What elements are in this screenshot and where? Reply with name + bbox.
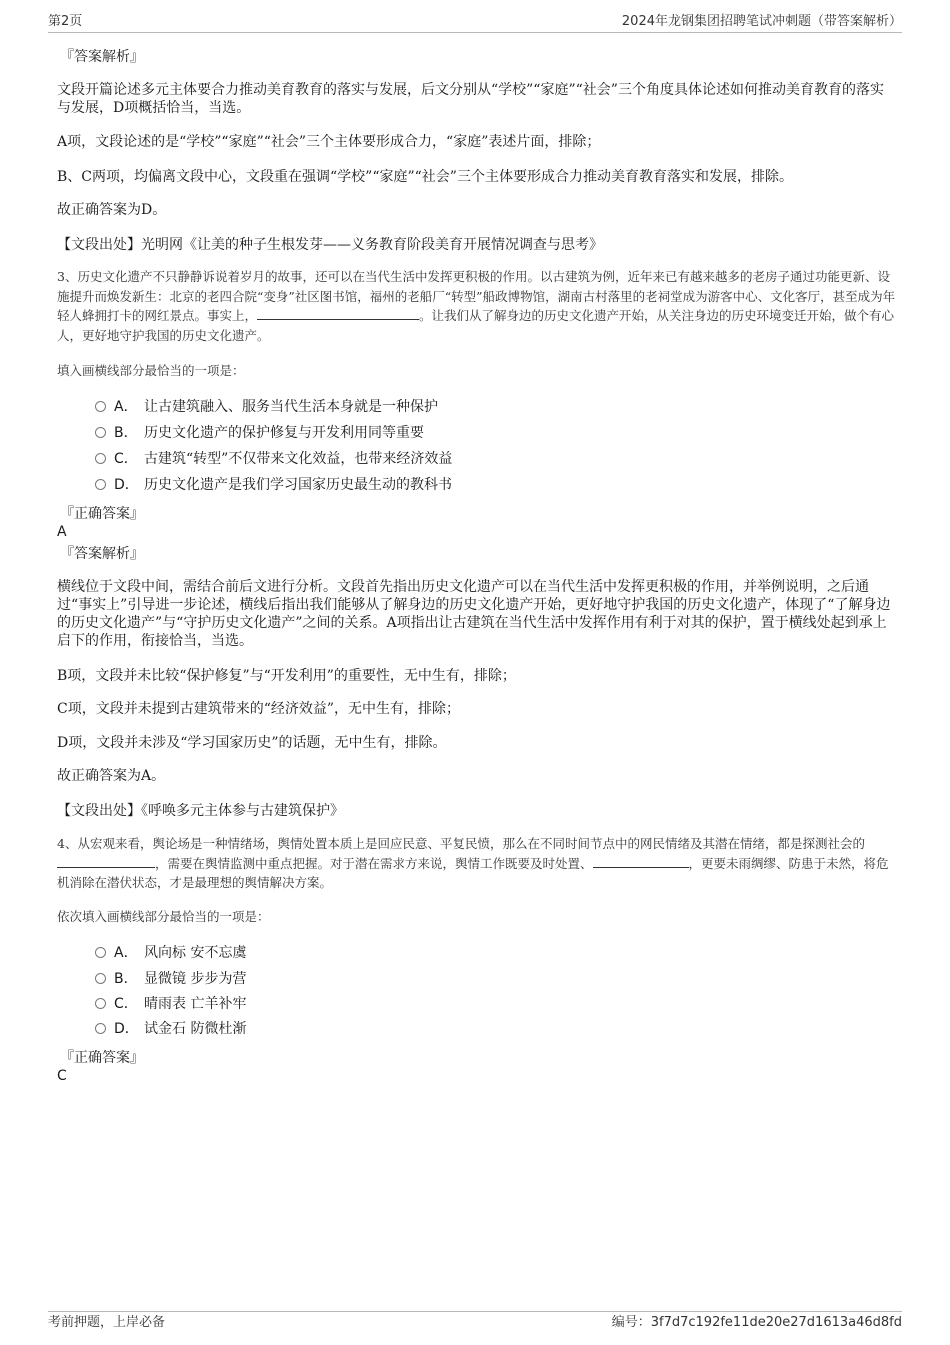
q4-stem-part1: 4、从宏观来看，舆论场是一种情绪场，舆情处置本质上是回应民意、平复民愤，那么在不同时间节点中的网民情绪及其潜在情绪，都是探测社会的	[57, 836, 865, 851]
document-title: 2024年龙钢集团招聘笔试冲刺题（带答案解析）	[621, 14, 902, 29]
q2-analysis-heading: 『答案解析』	[60, 49, 144, 65]
q3-stem-part1: 3、历史文化遗产不只静静诉说着岁月的故事，还可以在当代生活中发挥更积极的作用。以古建筑为例，近年来已有越来越多的老房子通过功能更新、设施提升而焕发新生：北京的老四合院“变身”社区图书馆，福州的老船厂“转型”船政博物馆，湖南古村落里的老祠堂成为游客中心、文化客厅，甚至成为年轻人蜂拥打卡的网红景点。事实上，	[57, 269, 896, 323]
q3-prompt: 填入画横线部分最恰当的一项是：	[57, 363, 245, 378]
radio-icon[interactable]	[95, 973, 106, 984]
q2-analysis-paragraph: 文段开篇论述多元主体要合力推动美育教育的落实与发展，后文分别从“学校”“家庭”“社会”三个角度具体论述如何推动美育教育的落实与发展，D项概括恰当，当选。	[57, 82, 884, 116]
q4-option-c[interactable]: C． 晴雨表 亡羊补牢	[95, 994, 246, 1014]
footer-code-value: 3f7d7c192fe11de20e27d1613a46d8fd	[650, 1315, 902, 1330]
radio-icon[interactable]	[95, 479, 106, 490]
radio-icon[interactable]	[95, 401, 106, 412]
q3-option-a[interactable]: A． 让古建筑融入、服务当代生活本身就是一种保护	[95, 397, 438, 417]
page-number: 第2页	[48, 14, 83, 29]
radio-icon[interactable]	[95, 1023, 106, 1034]
radio-icon[interactable]	[95, 453, 106, 464]
q3-analysis-heading: 『答案解析』	[60, 546, 144, 562]
q3-option-b[interactable]: B． 历史文化遗产的保护修复与开发利用同等重要	[95, 423, 424, 443]
q2-option-bc-note: B、C两项，均偏离文段中心，文段重在强调“学校”“家庭”“社会”三个主体要形成合力推动美育教育落实和发展，排除。	[57, 169, 793, 185]
q3-stem-part2: 。让我们从了解身边的历史文化遗产开始，从关注身边的历史环境变迁开始，做个有心人，更好地守护我国的历史文化遗产。	[57, 308, 895, 343]
q4-answer: C	[57, 1068, 67, 1084]
q4-option-b[interactable]: B． 显微镜 步步为营	[95, 969, 246, 989]
q4-stem-part2: ，需要在舆情监测中重点把握。对于潜在需求方来说，舆情工作既要及时处置、	[155, 855, 593, 871]
q4-stem-part3: ，更要未雨绸缪、防患于未然，将危机消除在潜伏状态，才是最理想的舆情解决方案。	[57, 855, 889, 890]
q3-option-d-note: D项，文段并未涉及“学习国家历史”的话题，无中生有，排除。	[57, 735, 447, 751]
radio-icon[interactable]	[95, 947, 106, 958]
page-header	[48, 12, 902, 33]
q3-analysis-paragraph: 横线位于文段中间，需结合前后文进行分析。文段首先指出历史文化遗产可以在当代生活中发挥更积极的作用，并举例说明，之后通过“事实上”引导进一步论述，横线后指出我们能够从了解身边的历史文化遗产开始，更好地守护我国的历史文化遗产，体现了“了解身边的历史文化遗产”与“守护历史文化遗产”之间的关系。A项指出让古建筑在当代生活中发挥作用有利于对其的保护，置于横线处起到承上启下的作用，衔接恰当，当选。	[57, 579, 891, 649]
q4-answer-heading: 『正确答案』	[60, 1050, 144, 1066]
q3-answer: A	[57, 524, 67, 540]
q4-blank-2	[593, 855, 689, 868]
q3-option-b-note: B项，文段并未比较“保护修复”与“开发利用”的重要性，无中生有，排除；	[57, 668, 516, 684]
q3-stem	[57, 267, 897, 345]
q3-blank	[257, 307, 419, 320]
q3-conclusion: 故正确答案为A。	[57, 768, 166, 784]
footer-slogan: 考前押题，上岸必备	[48, 1315, 166, 1330]
q3-option-c[interactable]: C． 古建筑“转型”不仅带来文化效益，也带来经济效益	[95, 449, 452, 469]
q4-option-d[interactable]: D． 试金石 防微杜渐	[95, 1019, 246, 1039]
q2-option-a-note: A项，文段论述的是“学校”“家庭”“社会”三个主体要形成合力，“家庭”表述片面，排除；	[57, 134, 601, 150]
q4-option-a[interactable]: A． 风向标 安不忘虞	[95, 943, 246, 963]
q2-conclusion: 故正确答案为D。	[57, 202, 167, 218]
page-footer	[48, 1311, 902, 1334]
footer-code	[612, 1312, 902, 1334]
radio-icon[interactable]	[95, 427, 106, 438]
q3-source: 【文段出处】《呼唤多元主体参与古建筑保护》	[57, 803, 344, 819]
radio-icon[interactable]	[95, 998, 106, 1009]
q4-blank-1	[57, 855, 155, 868]
q4-stem	[57, 834, 897, 893]
footer-code-label: 编号：	[611, 1315, 651, 1330]
q3-option-c-note: C项，文段并未提到古建筑带来的“经济效益”，无中生有，排除；	[57, 701, 461, 717]
q3-option-d[interactable]: D． 历史文化遗产是我们学习国家历史最生动的教科书	[95, 475, 452, 495]
q3-answer-heading: 『正确答案』	[60, 506, 144, 522]
q2-source: 【文段出处】光明网《让美的种子生根发芽——义务教育阶段美育开展情况调查与思考》	[57, 237, 603, 253]
q4-prompt: 依次填入画横线部分最恰当的一项是：	[57, 909, 270, 924]
